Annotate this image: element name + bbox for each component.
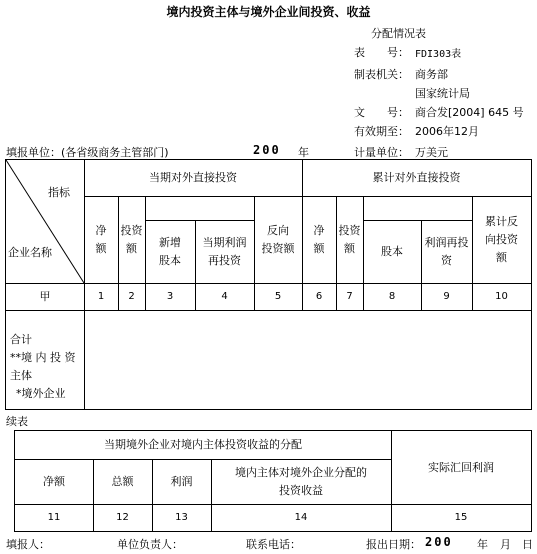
continued-table [14, 430, 532, 532]
issuer-value-2: 国家统计局 [415, 87, 470, 100]
group-cumulative-investment: 累计对外直接投资 [372, 171, 461, 184]
col-number: 7 [346, 290, 353, 302]
continued-label: 续表 [6, 415, 28, 428]
valid-value: 2006年12月 [415, 125, 479, 138]
year-suffix: 年 [298, 146, 309, 159]
issuer-value-1: 商务部 [415, 68, 448, 81]
corner-company-label: 企业名称 [8, 246, 52, 259]
total-domestic-label-cont: 主体 [10, 369, 32, 382]
total-domestic-label: **境 内 投 资 [10, 351, 76, 364]
report-year: 200 [253, 143, 281, 157]
reporter-label: 填报单位：(各省级商务主管部门) [6, 146, 169, 159]
main-table [5, 159, 532, 410]
col-cum-equity: 股本 [381, 244, 403, 258]
unit-label: 计量单位： [354, 146, 409, 159]
form-no-label: 表 号： [354, 46, 409, 59]
col-number: 1 [97, 290, 105, 302]
col-net-amount: 净 额 [95, 223, 107, 255]
head-label: 单位负责人： [117, 538, 183, 551]
col-number: 9 [443, 290, 450, 302]
date-year: 200 [425, 535, 453, 549]
form-no-value: FDI303表 [415, 49, 462, 60]
col-t2-profit: 利润 [170, 474, 193, 488]
total-label: 合计 [10, 333, 32, 346]
date-day-suffix: 日 [522, 538, 533, 551]
total-foreign-label: *境外企业 [16, 387, 66, 400]
corner-diagonal [6, 160, 85, 284]
row-label-jia: 甲 [39, 289, 51, 303]
valid-label: 有效期至： [354, 125, 409, 138]
form-subtitle: 分配情况表 [371, 27, 426, 40]
doc-no-label: 文 号： [354, 106, 409, 119]
col-number: 2 [128, 290, 135, 302]
col-number: 5 [274, 290, 282, 302]
date-label: 报出日期： [366, 538, 421, 551]
col-number: 11 [47, 511, 61, 523]
phone-label: 联系电话： [246, 538, 301, 551]
unit-value: 万美元 [415, 146, 448, 159]
col-t2-domestic-income: 境内主体对境外企业分配的 投资收益 [235, 465, 367, 497]
col-number: 15 [454, 511, 468, 523]
date-year-suffix: 年 [477, 538, 488, 551]
col-number: 10 [495, 290, 508, 302]
col-number: 13 [175, 511, 188, 523]
form-title: 境内投资主体与境外企业间投资、收益 [166, 5, 371, 19]
issuer-label: 制表机关： [354, 68, 409, 81]
doc-no-value: 商合发[2004] 645 号 [415, 106, 524, 119]
col-number: 8 [388, 290, 396, 302]
col-new-equity: 新增 股本 [159, 235, 181, 267]
group-current-investment: 当期对外直接投资 [149, 171, 237, 184]
col-number: 4 [221, 290, 228, 302]
col-number: 3 [166, 290, 174, 302]
col-cum-net-amount: 净 额 [313, 223, 325, 255]
col-number: 14 [294, 511, 308, 523]
col-t2-actual-remitted: 实际汇回利润 [428, 460, 494, 474]
corner-indicator-label: 指标 [48, 186, 70, 199]
col-cum-investment-amount: 投资 额 [338, 223, 361, 255]
col-t2-total: 总额 [111, 474, 134, 488]
date-month-suffix: 月 [500, 538, 511, 551]
col-investment-amount: 投资 额 [120, 223, 143, 255]
col-profit-reinvest: 当期利润 再投资 [202, 235, 247, 267]
group-income-distribution: 当期境外企业对境内主体投资收益的分配 [104, 438, 302, 451]
col-cum-reverse-investment: 累计反 向投资 额 [485, 214, 518, 264]
col-t2-net: 净额 [43, 474, 65, 488]
filler-label: 填报人： [6, 538, 50, 551]
col-cum-profit-reinvest: 利润再投 资 [424, 235, 469, 267]
col-reverse-investment: 反向 投资额 [261, 223, 295, 255]
col-number: 6 [315, 290, 323, 302]
col-number: 12 [116, 511, 129, 523]
